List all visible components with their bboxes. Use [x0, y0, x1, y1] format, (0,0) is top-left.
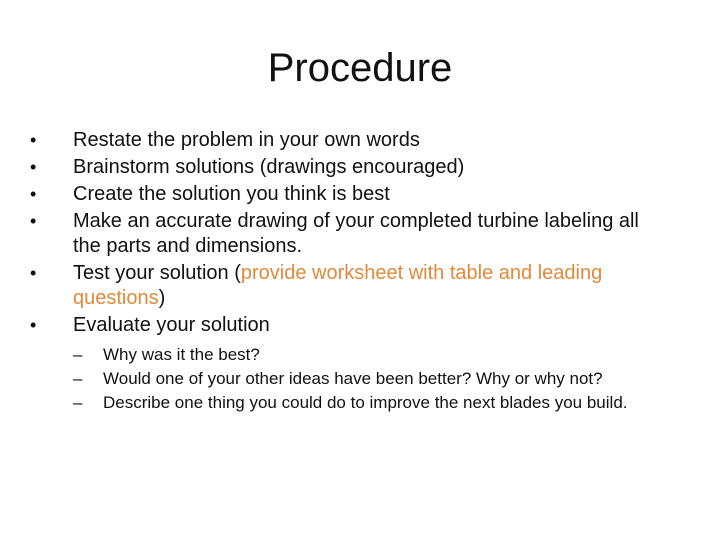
sub-list-item-text: Would one of your other ideas have been better? Why or why not?: [103, 369, 603, 388]
bullet-icon: •: [30, 211, 37, 231]
bullet-icon: •: [30, 184, 37, 204]
procedure-list: [30, 128, 660, 416]
sub-list-item: [73, 392, 660, 413]
list-item: [30, 155, 660, 180]
list-item: [30, 128, 660, 153]
list-item-evaluate: [30, 313, 660, 413]
dash-icon: –: [73, 345, 83, 364]
list-item-text: Make an accurate drawing of your completed turbine labeling all the parts and dimensions.: [73, 210, 639, 257]
bullet-icon: •: [30, 157, 37, 177]
slide-title: Procedure: [267, 46, 453, 90]
bullet-icon: •: [30, 263, 37, 283]
list-item-text: Create the solution you think is best: [73, 183, 390, 205]
list-item-text: Evaluate your solution: [73, 314, 270, 336]
sub-list-item-text: Why was it the best?: [103, 345, 260, 364]
list-item-text: Restate the problem in your own words: [73, 129, 420, 151]
list-item-text: Brainstorm solutions (drawings encouraged): [73, 156, 465, 178]
evaluate-sublist: [73, 344, 660, 413]
dash-icon: –: [73, 393, 83, 412]
test-text-after: ): [158, 287, 166, 309]
test-text-before: Test your solution (: [73, 262, 241, 284]
test-text-highlight: provide worksheet with table and leading questions: [73, 262, 603, 309]
list-item: [30, 209, 660, 259]
sub-list-item: [73, 344, 660, 365]
bullet-icon: •: [30, 130, 37, 150]
sub-list-item-text: Describe one thing you could do to improve the next blades you build.: [103, 393, 628, 412]
dash-icon: –: [73, 369, 83, 388]
list-item-test: [30, 261, 660, 311]
sub-list-item: [73, 368, 660, 389]
list-item: [30, 182, 660, 207]
bullet-icon: •: [30, 315, 37, 335]
